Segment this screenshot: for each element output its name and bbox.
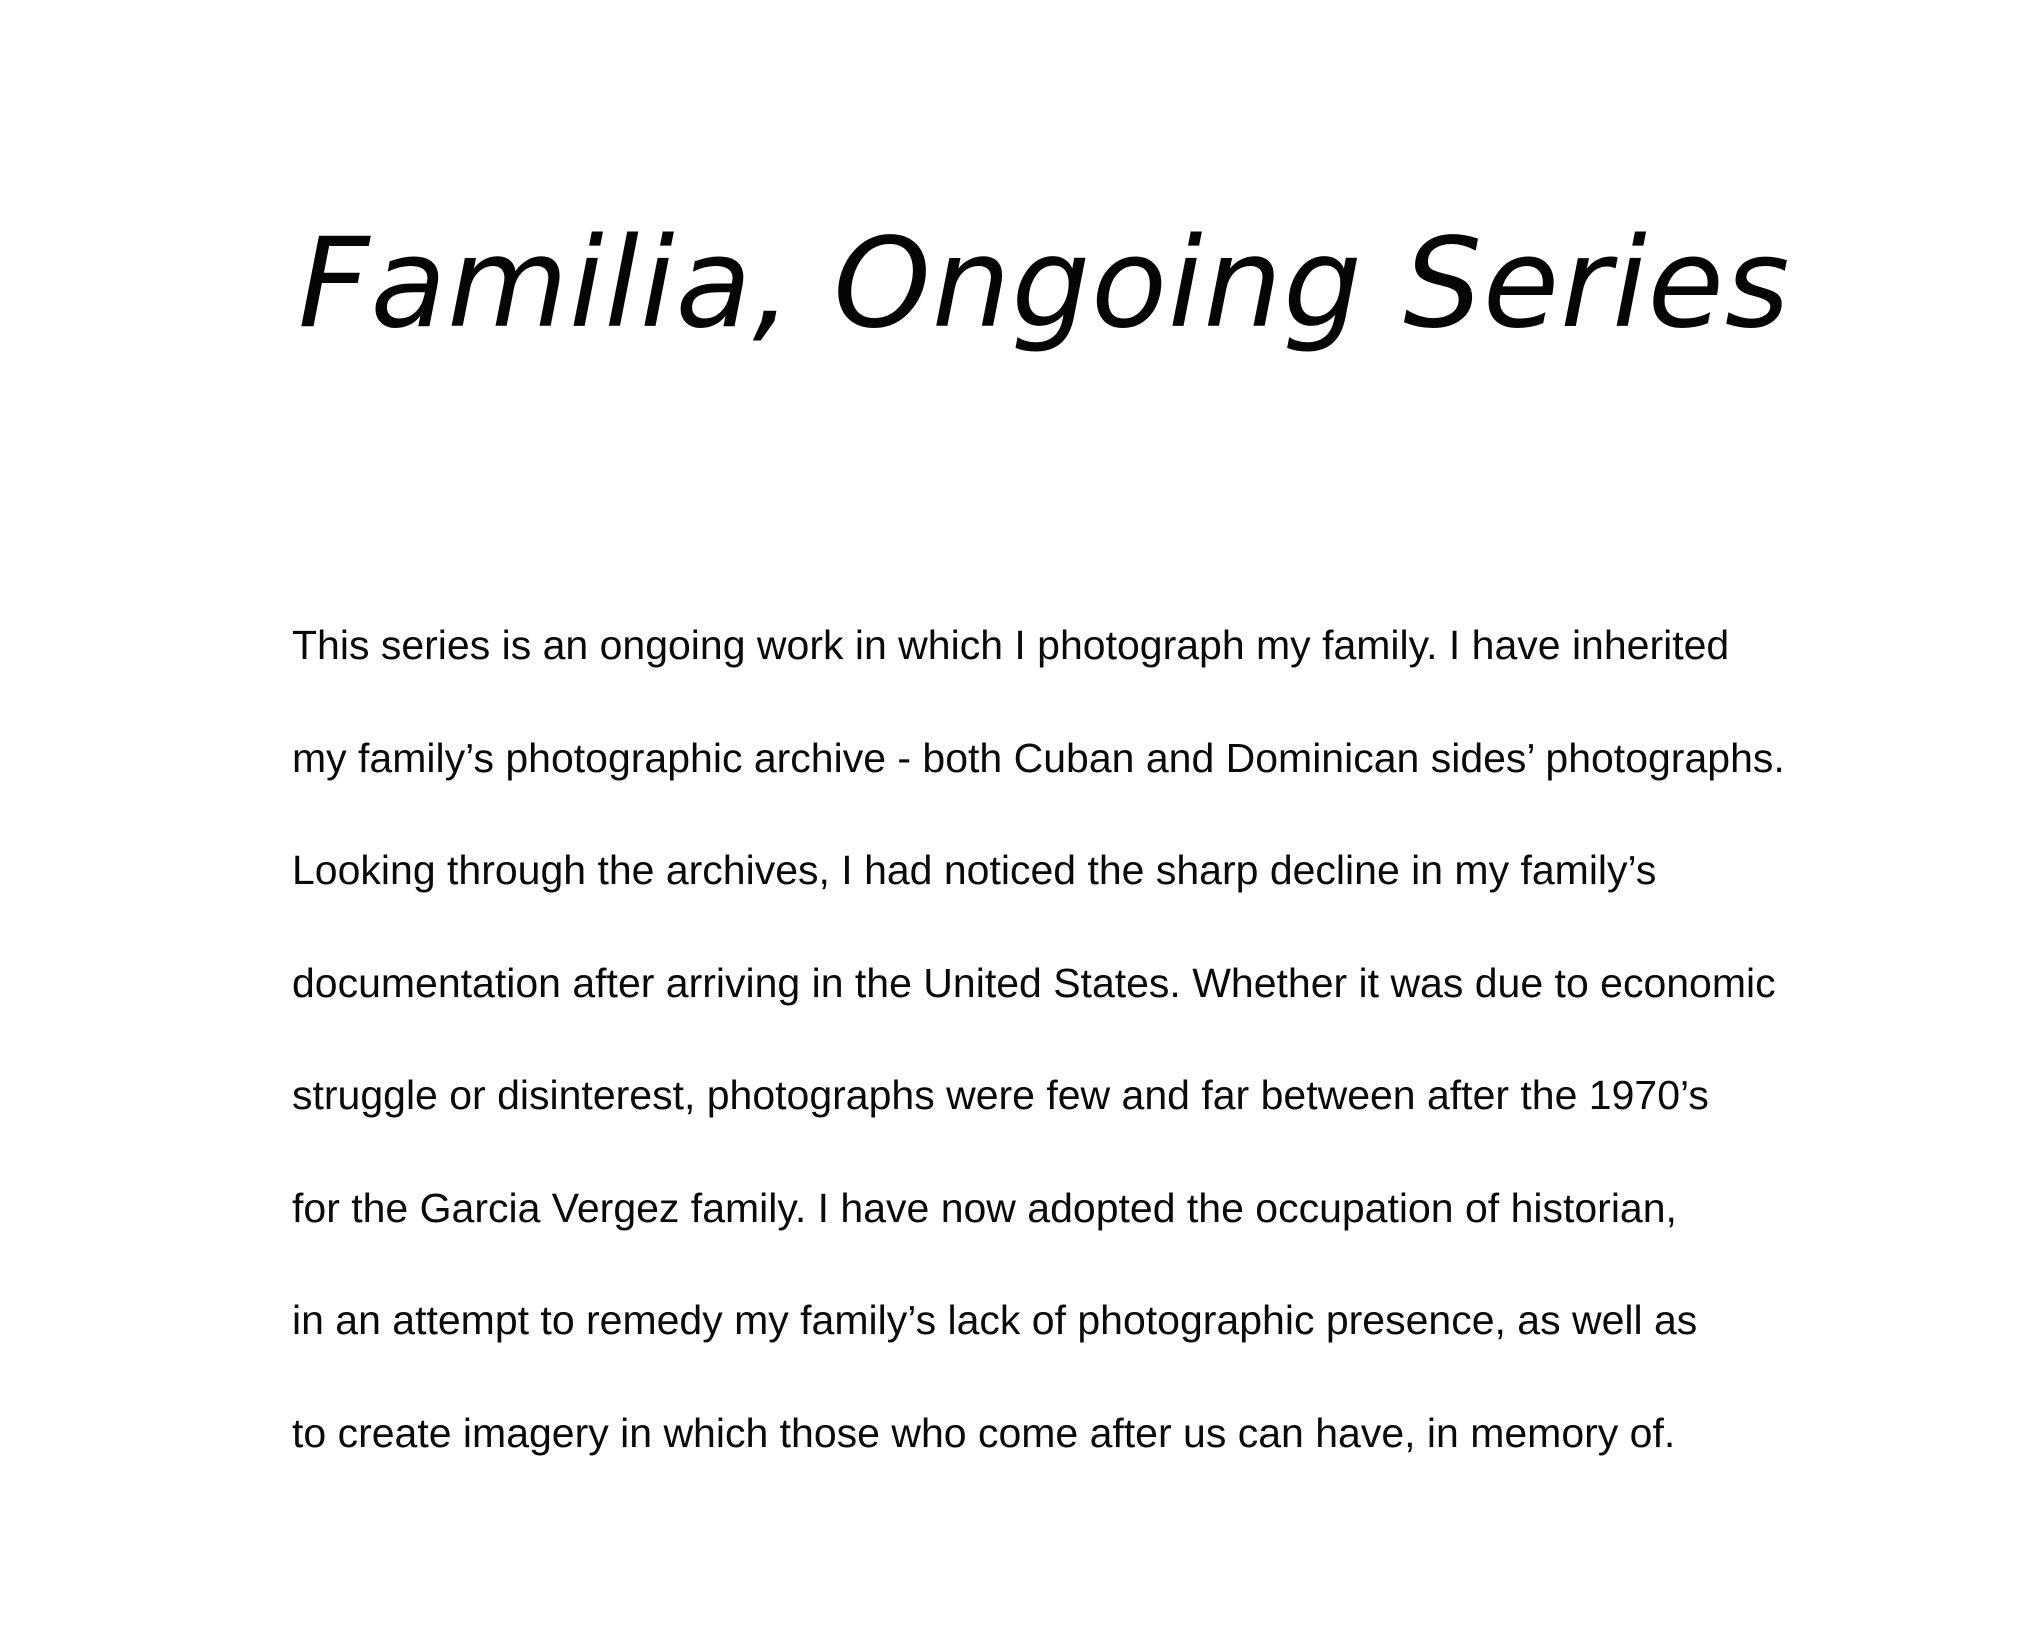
statement-line: documentation after arriving in the United States. Whether it was due to economic [292,960,1776,1006]
statement-line: in an attempt to remedy my family’s lack of photographic presence, as well as [292,1297,1698,1343]
statement-line: This series is an ongoing work in which I photograph my family. I have inherited [292,622,1730,668]
page-title: Familia, Ongoing Series [298,212,1791,356]
statement-line: Looking through the archives, I had noticed the sharp decline in my family’s [292,847,1657,893]
statement-line: my family’s photographic archive - both Cuban and Dominican sides’ photographs. [292,735,1785,781]
statement-line: for the Garcia Vergez family. I have now adopted the occupation of historian, [292,1185,1677,1231]
statement-line: to create imagery in which those who come after us can have, in memory of. [292,1410,1676,1456]
statement-line: struggle or disinterest, photographs were few and far between after the 1970’s [292,1072,1709,1118]
